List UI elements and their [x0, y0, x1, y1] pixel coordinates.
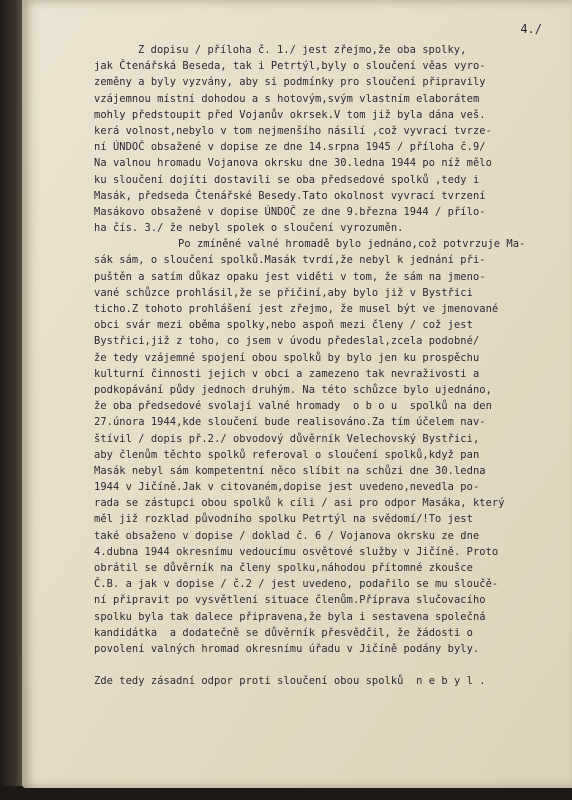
text-line: sák sám, o sloučení spolků.Masák tvrdí,že nebyl k jednání při-: [94, 254, 486, 267]
paragraph-gap: [94, 657, 566, 673]
text-line: ha čís. 3./ že nebyl spolek o sloučení vyrozuměn.: [94, 222, 404, 235]
text-line: 27.února 1944,kde sloučení bude realisováno.Za tím účelem nav-: [94, 416, 486, 429]
text-line: štívil / dopis př.2./ obvodový důvěrník Velechovský Bystřici,: [94, 432, 480, 445]
text-line: spolku byla tak dalece připravena,že byla i sestavena společná: [94, 610, 486, 623]
text-line: aby členům těchto spolků referoval o sloučení spolků,když pan: [94, 448, 480, 461]
text-line: obrátil se důvěrník na členy spolku,náhodou přítomné zkoušce: [94, 562, 473, 574]
text-line: kulturní činnosti jejich v obci a zamezeno tak nevraživosti a: [94, 367, 480, 380]
page-number: 4./: [520, 22, 542, 36]
text-line: Zde tedy zásadní odpor proti sloučení obou spolků n e b y l .: [94, 675, 486, 688]
text-line: také obsaženo v dopise / doklad č. 6 / Vojanova okrsku ze dne: [94, 529, 480, 542]
text-line: Masák nebyl sám kompetentní něco slíbit na schůzi dne 30.ledna: [94, 464, 486, 477]
text-line: ní ÚNDOČ obsažené v dopise ze dne 14.srpna 1945 / příloha č.9/: [94, 141, 486, 154]
text-line: ní připravit po vysvětlení situace členům.Příprava slučovacího: [94, 594, 486, 607]
document-body: [94, 42, 566, 689]
text-line: že oba předsedové svolají valné hromady o b o u spolků na den: [94, 400, 492, 413]
text-line: Masák, předseda Čtenářské Besedy.Tato okolnost vyvrací tvrzení: [94, 189, 486, 202]
text-line: vzájemnou místní dohodou a s hotovým,svým vlastním elaborátem: [94, 92, 480, 105]
text-line: zeměny a byly vyzvány, aby si podmínky pro sloučení připravily: [94, 76, 486, 89]
text-line: Z dopisu / příloha č. 1./ jest zřejmo,že oba spolky,: [138, 44, 467, 56]
text-line: kandidátka a dodatečně se důvěrník přesvědčil, že žádosti o: [94, 626, 473, 639]
text-line: mohly předstoupit před Vojanův okrsek.V tom již byla dána veš.: [94, 108, 486, 121]
text-line: rada se zástupci obou spolků k cíli / asi pro odpor Masáka, který: [94, 497, 505, 510]
text-line: Na valnou hromadu Vojanova okrsku dne 30.ledna 1944 po níž mělo: [94, 157, 492, 170]
text-line: Po zmíněné valné hromadě bylo jednáno,což potvrzuje Ma-: [178, 238, 526, 251]
text-line: vané schůzce prohlásil,že se přičiní,aby bylo již v Bystřici: [94, 286, 473, 299]
text-line: měl již rozklad původního spolku Petrtýl na svědomí/!To jest: [94, 513, 473, 526]
text-line: podkopávání půdy jednoch druhým. Na této schůzce bylo ujednáno,: [94, 383, 492, 396]
text-line: kerá volnost,nebylo v tom nejmenšího násilí ,což vyvrací tvrze-: [94, 124, 492, 137]
text-line: Masákovo obsažené v dopise ÚNDOČ ze dne 9.března 1944 / přílo-: [94, 205, 486, 218]
text-line: 4.dubna 1944 okresnímu vedoucímu osvětové služby v Jičíně. Proto: [94, 545, 499, 558]
document-page: [22, 0, 572, 788]
text-line: ku sloučení dojíti dostavili se oba předsedové spolků ,tedy i: [94, 173, 480, 186]
text-line: Bystřici,již z toho, co jsem v úvodu předeslal,zcela podobné/: [94, 335, 480, 348]
text-line: jak Čtenářská Beseda, tak i Petrtýl,byly o sloučení věas vyro-: [94, 60, 486, 73]
scan-bottom-edge: [0, 786, 572, 800]
text-line: povolení valných hromad okresnímu úřadu v Jičíně podány byly.: [94, 642, 480, 655]
text-line: Č.B. a jak v dopise / č.2 / jest uvedeno, podařilo se mu sloučě-: [94, 578, 499, 591]
text-line: že tedy vzájemné spojení obou spolků by bylo jen ku prospěchu: [94, 351, 480, 364]
text-line: puštěn a satím důkaz opaku jest viděti v tom, že sám na jmeno-: [94, 270, 486, 283]
text-line: 1944 v Jičíně.Jak v citovaném,dopise jest uvedeno,nevedla po-: [94, 481, 480, 494]
text-line: obci svár mezi oběma spolky,nebo aspoň mezi členy / což jest: [94, 319, 473, 332]
text-line: ticho.Z tohoto prohlášení jest zřejmo, že musel být ve jmenované: [94, 303, 499, 315]
